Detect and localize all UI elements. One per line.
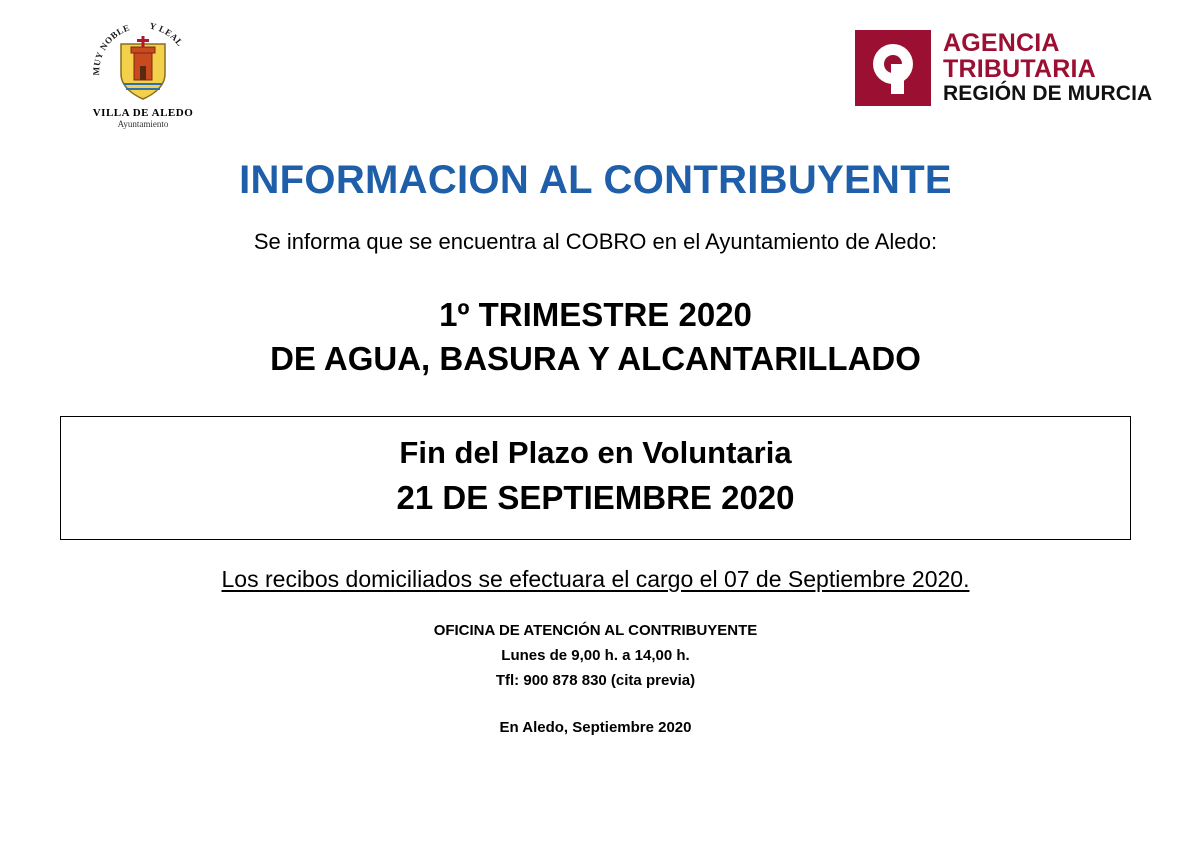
coat-of-arms-icon	[88, 18, 198, 106]
document-header	[0, 0, 1191, 140]
deadline-date: 21 DE SEPTIEMBRE 2020	[396, 479, 795, 517]
office-title: OFICINA DE ATENCIÓN AL CONTRIBUYENTE	[433, 622, 758, 640]
svg-text:MUY NOBLE: MUY NOBLE	[91, 22, 132, 76]
domiciled-note: Los recibos domiciliados se efectuara el cargo el 07 de Septiembre 2020.	[221, 566, 970, 593]
agency-line-1: AGENCIA	[943, 29, 1060, 57]
office-phone: Tfl: 900 878 830 (cita previa)	[495, 671, 696, 689]
office-info	[0, 619, 1191, 693]
intro-text: Se informa que se encuentra al COBRO en el Ayuntamiento de Aledo:	[253, 229, 938, 254]
crest-name: VILLA DE ALEDO	[92, 107, 194, 119]
aledo-crest	[78, 18, 208, 129]
office-hours: Lunes de 9,00 h. a 14,00 h.	[501, 646, 690, 664]
closing-line: En Aledo, Septiembre 2020	[499, 719, 692, 737]
agency-line-3: REGIÓN DE MURCIA	[943, 82, 1153, 105]
deadline-box	[60, 416, 1131, 540]
quarter-line-1: 1º TRIMESTRE 2020	[439, 296, 752, 333]
quarter-line-2: DE AGUA, BASURA Y ALCANTARILLADO	[270, 339, 921, 377]
agency-line-2: TRIBUTARIA	[943, 55, 1096, 83]
agencia-tributaria-logo	[855, 30, 1152, 106]
agency-mark-icon	[855, 30, 931, 106]
crest-subtitle: Ayuntamiento	[117, 119, 169, 129]
deadline-label: Fin del Plazo en Voluntaria	[399, 435, 792, 471]
quarter-block	[0, 293, 1191, 380]
svg-text:Y LEAL: Y LEAL	[148, 20, 186, 49]
agency-wordmark	[943, 30, 1152, 105]
page-title: INFORMACION AL CONTRIBUYENTE	[239, 158, 952, 202]
